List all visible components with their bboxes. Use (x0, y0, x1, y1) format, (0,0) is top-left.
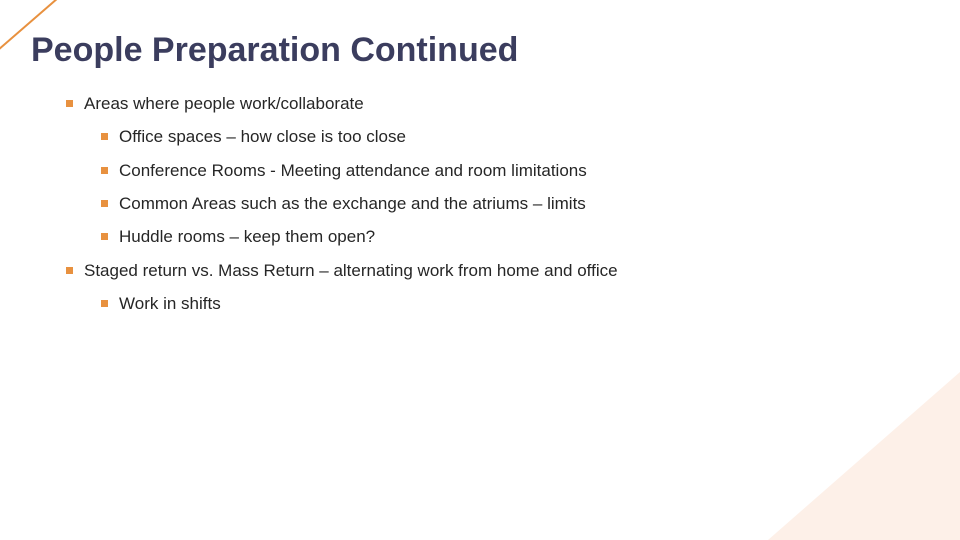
square-bullet-icon (101, 300, 108, 307)
square-bullet-icon (101, 133, 108, 140)
sub-bullet-text: Work in shifts (119, 294, 221, 313)
sub-bullet-text: Conference Rooms - Meeting attendance and room limitations (119, 161, 587, 180)
sub-bullet-text: Common Areas such as the exchange and the atriums – limits (119, 194, 586, 213)
square-bullet-icon (66, 267, 73, 274)
slide-title: People Preparation Continued (31, 31, 519, 69)
sub-bullet-text: Huddle rooms – keep them open? (119, 227, 376, 246)
bullet-text: Areas where people work/collaborate (84, 94, 364, 113)
corner-triangle (768, 372, 960, 540)
square-bullet-icon (101, 167, 108, 174)
square-bullet-icon (66, 100, 73, 107)
square-bullet-icon (101, 233, 108, 240)
sub-bullet-text: Office spaces – how close is too close (119, 127, 406, 146)
bullet-text: Staged return vs. Mass Return – alternating work from home and office (84, 261, 618, 280)
square-bullet-icon (101, 200, 108, 207)
